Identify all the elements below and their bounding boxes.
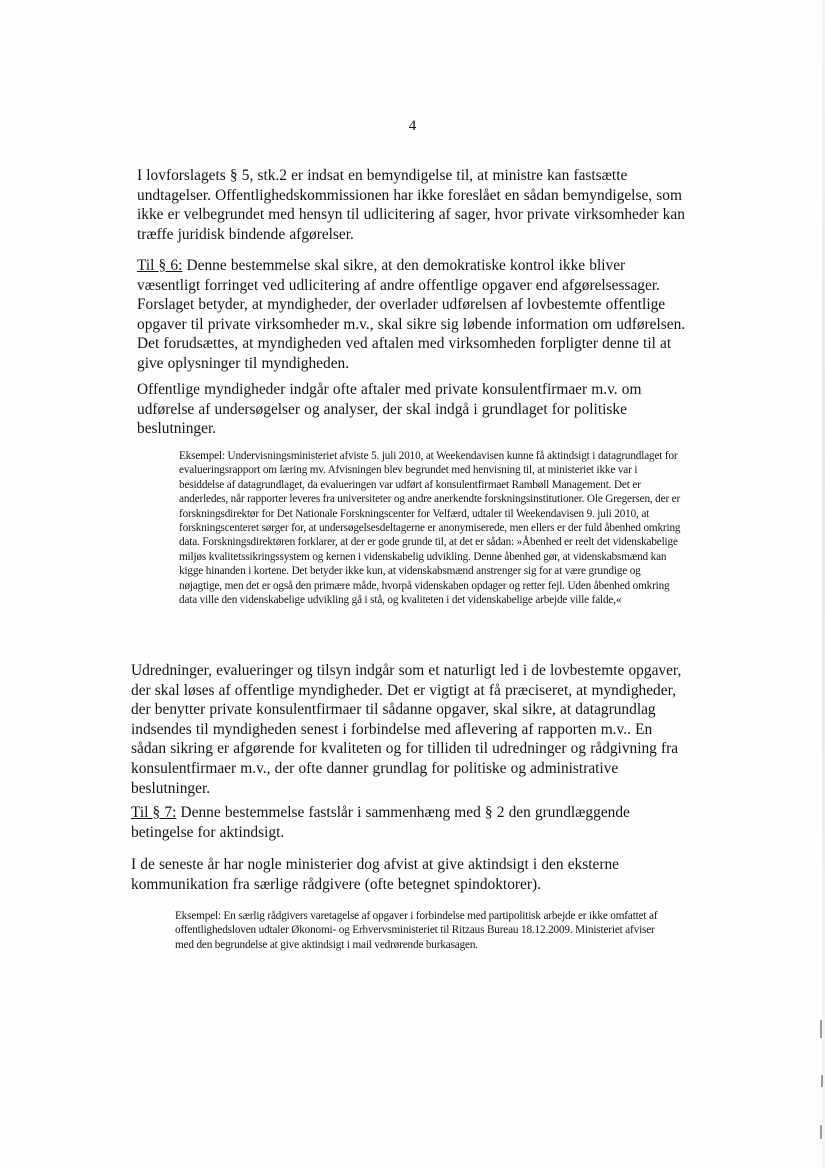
section-6-heading: Til § 6: — [137, 257, 183, 274]
example-special-adviser: Eksempel: En særlig rådgivers varetagelse af opgaver i forbindelse med partipolitisk arbejde er ikke omfattet af offentlighedsloven udtaler Økonomi- og Erhvervsministeriet til Ritzaus Bureau 18.12.2009. Ministeriet afviser med den begrundelse at give aktindsigt i mail vedrørende burkasagen. — [175, 910, 658, 951]
section-6-text: Denne bestemmelse skal sikre, at den demokratiske kontrol ikke bliver væsentligt forringet ved udlicitering af andre offentlige opgaver end afgørelsessager. Forslaget betyder, at myndigheder, der overlader udførelsen af lovbestemte offentlige opgaver til private virksomheder m.v., skal sikre sig løbende information om udførelsen. Det forudsættes, at myndigheden ved aftalen med virksomheden forpligter denne til at give oplysninger til myndigheden. — [137, 257, 686, 372]
paragraph-consulting-agreements: Offentlige myndigheder indgår ofte aftaler med private konsulentfirmaer m.v. om udførelse af undersøgelser og analyser, der skal indgå i grundlaget for politiske beslutninger. — [137, 381, 642, 438]
paragraph-ministerial-authority: I lovforslagets § 5, stk.2 er indsat en bemyndigelse til, at ministre kan fastsætte undtagelser. Offentlighedskommissionen har ikke foreslået en sådan bemyndigelse, som ikke er velbegrundet med hensyn til udlicitering af sager, hvor private virksomheder kan træffe juridisk bindende afgørelser. — [137, 167, 685, 243]
example-education-ministry: Eksempel: Undervisningsministeriet afviste 5. juli 2010, at Weekendavisen kunne få aktindsigt i datagrundlaget for evalueringsrapport om læring mv. Afvisningen blev begrundet med henvisning til, at ministeriet ikke var i besiddelse af datagrundlaget, da evalueringen var udført af konsulentfirmaet Rambøll Management. Det er anderledes, når rapporter leveres fra universiteter og andre anerkendte forskningsinstitutioner. Ole Gregersen, der er forskningsdirektør for Det Nationale Forskningscenter for Velfærd, udtaler til Weekendavisen 9. juli 2010, at forskningscenteret sørger for, at undersøgelsesdeltagerne er anonymiserede, men ellers er der fuld åbenhed omkring data. Forskningsdirektøren forklarer, at der er gode grunde til, at det er sådan: »Åbenhed er reelt det videnskabelige miljøs kvalitetssikringssystem og kernen i videnskabelig udvikling. Denne åbenhed gør, at videnskabsmænd kan kigge hinanden i kortene. Det betyder ikke kun, at videnskabsmænd anstrenger sig for at være grundige og nøjagtige, men det er også den primære måde, hvorpå videnskaben opdager og retter fejl. Uden åbenhed omkring data ville den videnskabelige udvikling gå i stå, og kvaliteten i det videnskabelige arbejde ville falde,« — [179, 450, 681, 607]
scan-mark — [820, 1125, 822, 1139]
scan-mark — [820, 1020, 822, 1038]
section-7-heading: Til § 7: — [131, 804, 177, 821]
paragraph-section-6 — [137, 256, 691, 374]
paragraph-special-advisers: I de seneste år har nogle ministerier dog afvist at give aktindsigt i den eksterne kommunikation fra særlige rådgivere (ofte betegnet spindoktorer). — [131, 856, 619, 893]
scan-mark — [821, 1075, 823, 1087]
paragraph-evaluations: Udredninger, evalueringer og tilsyn indgår som et naturligt led i de lovbestemte opgaver, der skal løses af offentlige myndigheder. Det er vigtigt at få præciseret, at myndigheder, der benytter private konsulentfirmaer til sådanne opgaver, skal sikre, at datagrundlag indsendes til myndigheden senest i forbindelse med aflevering af rapporten m.v.. En sådan sikring er afgørende for kvaliteten og for tilliden til udredninger og rådgivning fra konsulentfirmaer m.v., der ofte danner grundlag for politiske og administrative beslutninger. — [131, 662, 682, 797]
paragraph-section-7 — [131, 803, 651, 842]
page-number: 4 — [408, 118, 417, 134]
section-7-text: Denne bestemmelse fastslår i sammenhæng med § 2 den grundlæggende betingelse for aktindsigt. — [131, 804, 630, 841]
